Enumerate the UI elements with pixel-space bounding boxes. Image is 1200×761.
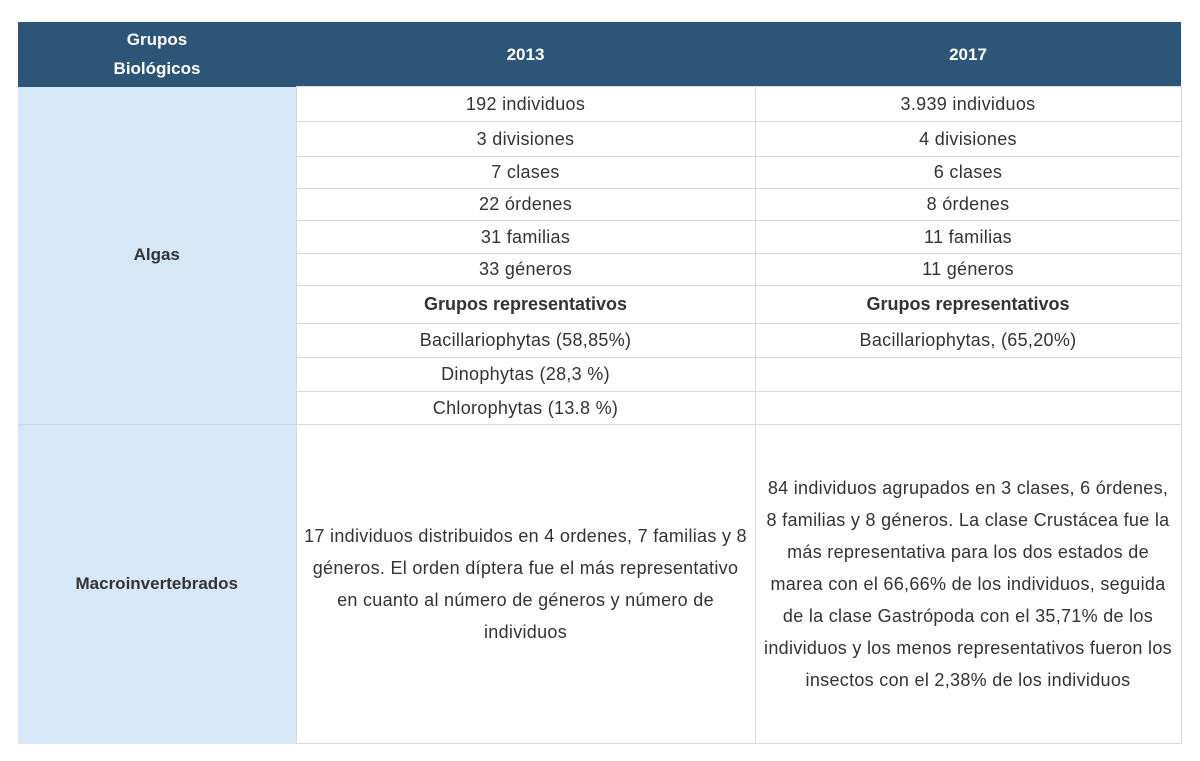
table-cell: 192 individuos bbox=[296, 87, 755, 122]
table-cell: 7 clases bbox=[296, 157, 755, 189]
table-row bbox=[18, 425, 1181, 744]
table-cell: Chlorophytas (13.8 %) bbox=[296, 392, 755, 425]
table-cell: 4 divisiones bbox=[755, 122, 1181, 157]
header-year-2017: 2017 bbox=[755, 22, 1181, 87]
table-cell: Bacillariophytas, (65,20%) bbox=[755, 324, 1181, 358]
table-cell: 3.939 individuos bbox=[755, 87, 1181, 122]
biological-groups-table bbox=[18, 22, 1182, 744]
table-cell: 11 familias bbox=[755, 221, 1181, 254]
macro-description-2013: 17 individuos distribuidos en 4 ordenes, 7 familias y 8 géneros. El orden díptera fue el más representativo en cuanto al número de géneros y número de individuos bbox=[296, 425, 755, 744]
header-groups-line2: Biológicos bbox=[113, 59, 201, 79]
table-cell: 22 órdenes bbox=[296, 189, 755, 221]
table-cell: 8 órdenes bbox=[755, 189, 1181, 221]
table-cell bbox=[755, 392, 1181, 425]
group-label-algas: Algas bbox=[18, 87, 296, 425]
macro-description-2017: 84 individuos agrupados en 3 clases, 6 órdenes, 8 familias y 8 géneros. La clase Crustácea fue la más representativa para los dos estados de marea con el 66,66% de los individuos, seguida de la clase Gastrópoda con el 35,71% de los individuos y los menos representativos fueron los insectos con el 2,38% de los individuos bbox=[755, 425, 1181, 744]
table-row bbox=[18, 87, 1181, 122]
table-cell: 33 géneros bbox=[296, 254, 755, 286]
subheader-representative-2013: Grupos representativos bbox=[296, 286, 755, 324]
table-cell: 3 divisiones bbox=[296, 122, 755, 157]
table-cell: Dinophytas (28,3 %) bbox=[296, 358, 755, 392]
table-cell: 6 clases bbox=[755, 157, 1181, 189]
header-groups bbox=[18, 22, 296, 87]
group-label-macroinvertebrados: Macroinvertebrados bbox=[18, 425, 296, 744]
table-cell bbox=[755, 358, 1181, 392]
table-cell: 11 géneros bbox=[755, 254, 1181, 286]
header-groups-line1: Grupos bbox=[126, 30, 188, 50]
subheader-representative-2017: Grupos representativos bbox=[755, 286, 1181, 324]
header-year-2013: 2013 bbox=[296, 22, 755, 87]
header-row bbox=[18, 22, 1181, 87]
table-cell: Bacillariophytas (58,85%) bbox=[296, 324, 755, 358]
table-cell: 31 familias bbox=[296, 221, 755, 254]
